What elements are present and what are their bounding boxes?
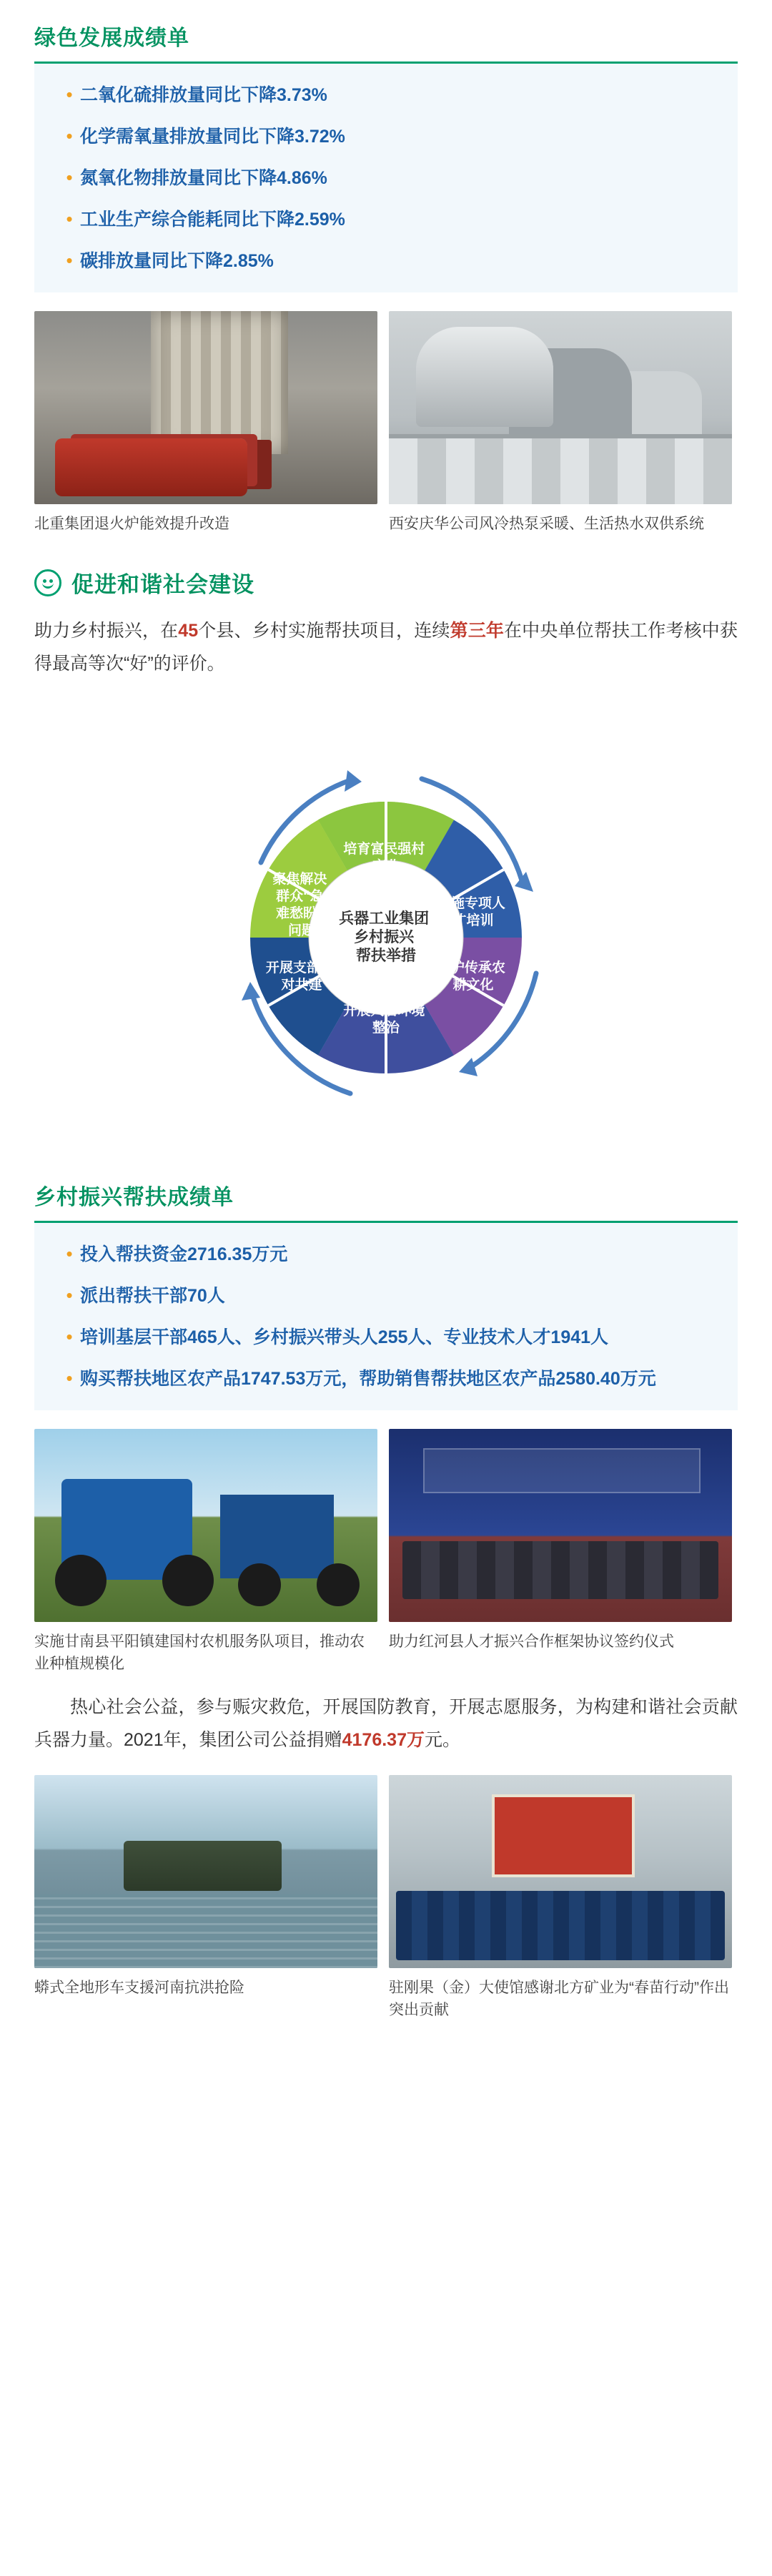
green-photo-pair xyxy=(34,311,738,535)
photo-block xyxy=(389,311,732,535)
bullet-text: 购买帮扶地区农产品1747.53万元，帮助销售帮扶地区农产品2580.40万元 xyxy=(80,1369,656,1389)
list-item xyxy=(59,1242,713,1267)
green-bullet-card xyxy=(34,64,738,292)
bullet-dot-icon: • xyxy=(66,208,73,230)
donation-ceremony-photo xyxy=(389,1775,732,1968)
welfare-paragraph xyxy=(34,1691,738,1756)
bullet-text: 化学需氧量排放量同比下降3.72% xyxy=(80,127,345,147)
bullet-text: 氮氧化物排放量同比下降4.86% xyxy=(80,168,327,188)
photo-caption: 驻刚果（金）大使馆感谢北方矿业为“春苗行动”作出突出贡献 xyxy=(389,1980,729,2018)
bullet-text: 派出帮扶干部70人 xyxy=(80,1286,225,1306)
bullet-dot-icon: • xyxy=(66,1284,73,1306)
donut-label-4: 开展支部结 对共建 xyxy=(265,960,334,993)
green-section-heading xyxy=(34,20,738,64)
green-section-title: 绿色发展成绩单 xyxy=(34,26,189,50)
harmony-section-title: 促进和谐社会建设 xyxy=(71,572,254,597)
photo-caption: 西安庆华公司风冷热泵采暖、生活热水双供系统 xyxy=(389,516,704,532)
photo-block xyxy=(34,1775,377,2021)
bullet-dot-icon: • xyxy=(66,1367,73,1389)
rural-bullet-card xyxy=(34,1223,738,1410)
bullet-dot-icon: • xyxy=(66,1243,73,1264)
donut-label-1: 实施专项人 才培训 xyxy=(437,896,505,928)
list-item xyxy=(59,124,713,149)
list-item xyxy=(59,82,713,108)
harmony-paragraph xyxy=(34,614,738,680)
list-item xyxy=(59,1324,713,1350)
donut-label-0: 培育富民强村 产业 xyxy=(343,842,425,874)
bullet-text: 投入帮扶资金2716.35万元 xyxy=(80,1244,288,1264)
donut-label-5: 聚焦解决 群众“急 难愁盼” 问题 xyxy=(272,872,327,938)
bullet-text: 工业生产综合能耗同比下降2.59% xyxy=(80,210,345,230)
heat-pump-photo xyxy=(389,311,732,504)
photo-block xyxy=(34,311,377,535)
photo-block xyxy=(34,1429,377,1675)
furnace-photo xyxy=(34,311,377,504)
harmony-section-heading xyxy=(34,566,738,599)
list-item xyxy=(59,207,713,232)
rural-measures-donut xyxy=(29,702,743,1159)
rural-section-heading xyxy=(34,1179,738,1223)
donut-center-text: 兵器工业集团 乡村振兴 帮扶举措 xyxy=(339,910,430,964)
highlight-text: 第三年 xyxy=(450,621,505,641)
photo-caption: 蟒式全地形车支援河南抗洪抢险 xyxy=(34,1980,244,1996)
welfare-photo-pair xyxy=(34,1775,738,2021)
photo-block xyxy=(389,1429,732,1675)
photo-caption: 实施甘南县平阳镇建国村农机服务队项目，推动农业种植规模化 xyxy=(34,1633,365,1672)
paragraph-part: 热心社会公益，参与赈灾救危，开展国防教育，开展志愿服务，为构建和谐社会贡献兵器力量。2021年，集团公司公益捐赠 xyxy=(34,1697,738,1750)
bullet-dot-icon: • xyxy=(66,167,73,188)
list-item xyxy=(59,248,713,274)
donut-svg xyxy=(136,702,636,1159)
photo-block xyxy=(389,1775,732,2021)
donut-label-3: 开展人居环境 整治 xyxy=(343,1003,425,1036)
bullet-dot-icon: • xyxy=(66,84,73,105)
bullet-text: 二氧化硫排放量同比下降3.73% xyxy=(80,85,327,105)
smiley-icon xyxy=(34,569,61,596)
paragraph-part: 元。 xyxy=(425,1730,461,1750)
paragraph-part: 助力乡村振兴，在 xyxy=(34,621,179,641)
report-page xyxy=(0,20,772,2050)
photo-caption: 助力红河县人才振兴合作框架协议签约仪式 xyxy=(389,1633,674,1650)
donut-label-2: 保护传承农 耕文化 xyxy=(437,960,505,993)
highlight-number: 45 xyxy=(178,621,199,641)
photo-caption: 北重集团退火炉能效提升改造 xyxy=(34,516,229,532)
bullet-dot-icon: • xyxy=(66,1326,73,1347)
list-item xyxy=(59,1366,713,1392)
rural-section-title: 乡村振兴帮扶成绩单 xyxy=(34,1186,234,1209)
bullet-dot-icon: • xyxy=(66,250,73,271)
bullet-dot-icon: • xyxy=(66,125,73,147)
paragraph-part: 个县、乡村实施帮扶项目，连续 xyxy=(198,621,450,641)
signing-ceremony-photo xyxy=(389,1429,732,1622)
rural-photo-pair xyxy=(34,1429,738,1675)
paragraph-part: 在中央单位帮扶工作考核中获得最高等次“好”的评价。 xyxy=(34,621,738,674)
bullet-text: 培训基层干部465人、乡村振兴带头人255人、专业技术人才1941人 xyxy=(80,1327,609,1347)
bullet-text: 碳排放量同比下降2.85% xyxy=(80,251,274,271)
flood-rescue-photo xyxy=(34,1775,377,1968)
tractor-photo xyxy=(34,1429,377,1622)
list-item xyxy=(59,165,713,191)
highlight-number: 4176.37万 xyxy=(342,1730,425,1750)
list-item xyxy=(59,1283,713,1309)
